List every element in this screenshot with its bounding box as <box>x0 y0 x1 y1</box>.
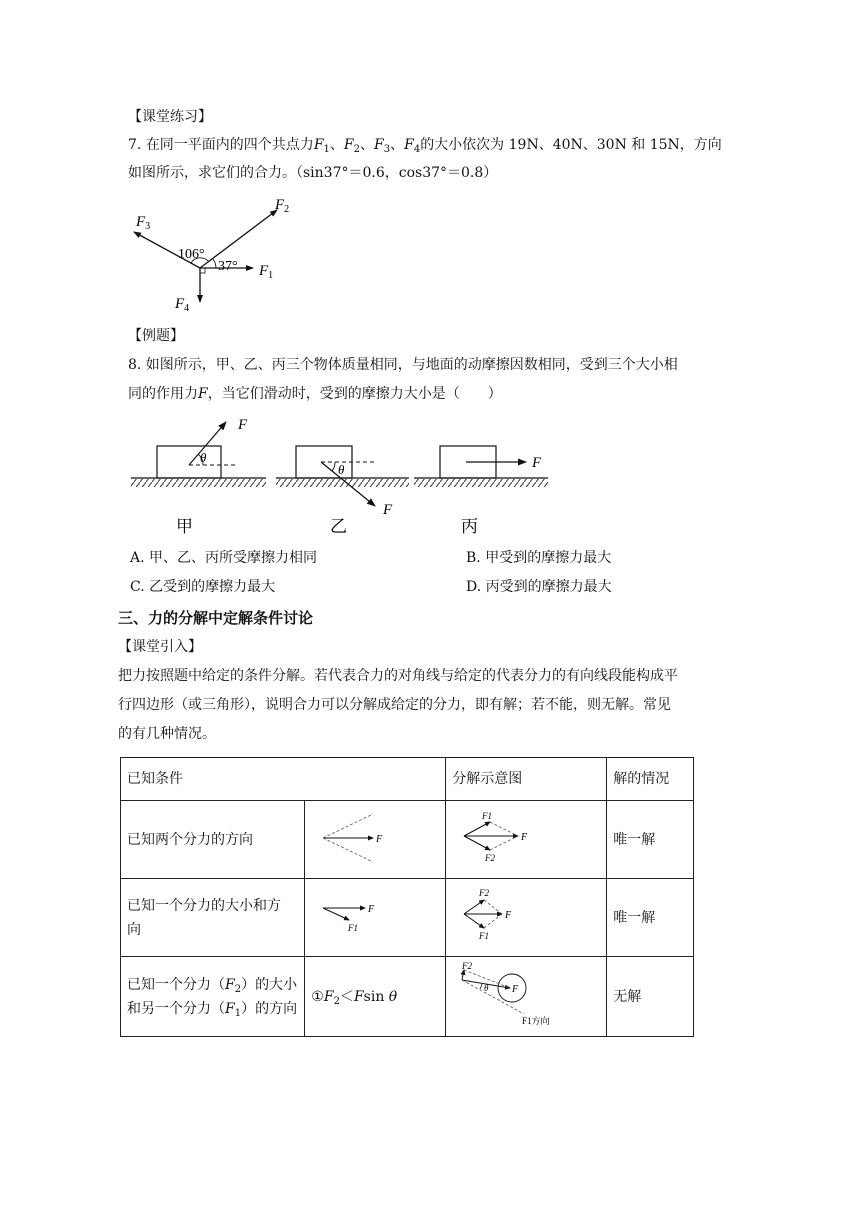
svg-text:F2: F2 <box>479 887 490 898</box>
figure-yi <box>276 446 409 536</box>
q8-option-a: A. 甲、乙、丙所受摩擦力相同 <box>130 550 318 566</box>
label-bing: 丙 <box>461 517 478 536</box>
table-header-row <box>121 758 694 801</box>
svg-text:F: F <box>512 983 519 995</box>
row2-condition-line2: 向 <box>127 921 141 938</box>
row3-result: 无解 <box>607 957 694 1037</box>
q7-F3-sub: 3 <box>383 144 391 155</box>
q8-friction-figures <box>128 410 558 540</box>
row1-decomposition-diagram <box>452 802 606 878</box>
practice-header: 【课堂练习】 <box>128 109 212 125</box>
header-diagram: 分解示意图 <box>446 758 607 801</box>
q8-line2-F: F <box>198 386 208 402</box>
row3-condition-line2: 和另一个分力$(F_1)$的方向 <box>127 1000 298 1019</box>
q7-F2: F <box>343 137 354 153</box>
svg-text:θ: θ <box>484 982 489 993</box>
q7-force-diagram <box>120 192 290 320</box>
q7-label-F2: $F_2$ <box>275 197 290 215</box>
section3-intro-header: 【课堂引入】 <box>118 639 202 655</box>
decomposition-conditions-table <box>120 757 694 1037</box>
row3-decomposition-cell <box>446 957 607 1037</box>
table-row <box>121 801 694 879</box>
section3-paragraph-line2: 行四边形（或三角形），说明合力可以分解成给定的分力，即有解；若不能，则无解。常见 <box>118 697 671 713</box>
table-row <box>121 879 694 957</box>
q7-line1: 7. 在同一平面内的四个共点力$F_1$、$F_2$、$F_3$、$F_4$的大小依次为 19N、40N、30N 和 15N，方向 <box>128 137 722 155</box>
q7-F4-sub: 4 <box>413 144 421 155</box>
q7-text-end: 的大小依次为 19N、40N、30N 和 15N，方向 <box>420 137 722 153</box>
q7-F1: F <box>313 137 324 153</box>
q7-text-start: 在同一平面内的四个共点力 <box>145 137 314 153</box>
q7-label-F3: $F_3$ <box>136 214 151 232</box>
row2-decomposition-diagram <box>452 880 606 956</box>
table-row <box>121 957 694 1037</box>
header-known-condition: 已知条件 <box>121 758 446 801</box>
q7-label-F1: $F_1$ <box>259 263 274 281</box>
q7-line2: 如图所示，求它们的合力。（sin37°＝0.6，cos37°＝0.8） <box>128 165 498 181</box>
row3-condition <box>121 957 305 1037</box>
q8-option-b: B. 甲受到的摩擦力最大 <box>466 550 612 566</box>
q7-F2-arrow <box>200 210 277 268</box>
label-F-yi: F <box>383 502 393 518</box>
svg-text:F: F <box>505 909 512 921</box>
label-yi: 乙 <box>330 517 347 536</box>
label-F-bing: F <box>532 455 542 471</box>
q8-line2-end: ，当它们滑动时，受到的摩擦力大小是（ ） <box>207 386 502 402</box>
row2-decomposition-cell <box>446 879 607 957</box>
q7-right-angle-mark <box>200 268 205 273</box>
row2-condition-line1: 已知一个分力的大小和方 <box>127 897 281 914</box>
q8-line2 <box>128 384 502 404</box>
label-jia: 甲 <box>176 517 193 536</box>
q7-label-37: 37° <box>218 259 238 274</box>
section3-title: 三、力的分解中定解条件讨论 <box>118 609 314 627</box>
row2-result: 唯一解 <box>607 879 694 957</box>
row1-decomposition-cell <box>446 801 607 879</box>
q8-option-c: C. 乙受到的摩擦力最大 <box>130 579 276 595</box>
row2-condition <box>121 879 305 957</box>
svg-text:F1: F1 <box>479 930 490 941</box>
figure-jia <box>131 417 266 536</box>
q7-number: 7. <box>128 137 142 153</box>
row1-condition: 已知两个分力的方向 <box>121 801 305 879</box>
figure-bing <box>414 446 548 536</box>
svg-text:F2: F2 <box>485 852 496 863</box>
block-jia <box>157 446 221 478</box>
q7-F1-sub: 1 <box>323 144 330 155</box>
q7-arc-37 <box>213 259 216 268</box>
row1-result: 唯一解 <box>607 801 694 879</box>
svg-text:F2: F2 <box>462 960 473 971</box>
section3-paragraph-line3: 的有几种情况。 <box>118 726 216 742</box>
svg-text:F1: F1 <box>348 922 359 933</box>
svg-text:θ: θ <box>338 462 345 477</box>
row3-case: $①F_2<Fsin$ θ <box>305 957 446 1037</box>
q7-label-106: 106° <box>178 247 205 262</box>
q7-F2-sub: 2 <box>353 144 360 155</box>
q7-F3: F <box>374 137 384 153</box>
q8-option-d: D. 丙受到的摩擦力最大 <box>466 579 612 595</box>
row1-known-diagram <box>311 802 445 878</box>
svg-text:F: F <box>521 831 528 843</box>
svg-text:F: F <box>368 903 375 915</box>
q7-label-F4: $F_4$ <box>175 296 190 314</box>
label-F-jia: F <box>238 417 248 433</box>
example-header: 【例题】 <box>128 328 184 344</box>
row2-known-diagram <box>311 880 445 956</box>
svg-text:θ: θ <box>200 450 207 465</box>
q7-F4: F <box>404 137 414 153</box>
header-solution: 解的情况 <box>607 758 694 801</box>
row3-decomposition-diagram <box>452 958 606 1036</box>
svg-text:F1: F1 <box>482 810 493 821</box>
row2-known-figure <box>305 879 446 957</box>
section3-paragraph-line1: 把力按照题中给定的条件分解。若代表合力的对角线与给定的代表分力的有向线段能构成平 <box>118 668 678 684</box>
row3-condition-line1: 已知一个分力$(F_2)$的大小 <box>127 976 298 995</box>
q8-line2-start: 同的作用力 <box>128 386 198 402</box>
svg-text:F: F <box>376 833 383 845</box>
row1-known-figure <box>305 801 446 879</box>
q8-line1: 8. 如图所示，甲、乙、丙三个物体质量相同，与地面的动摩擦因数相同，受到三个大小相 <box>128 357 678 373</box>
svg-text:F1方向: F1方向 <box>522 1015 550 1026</box>
